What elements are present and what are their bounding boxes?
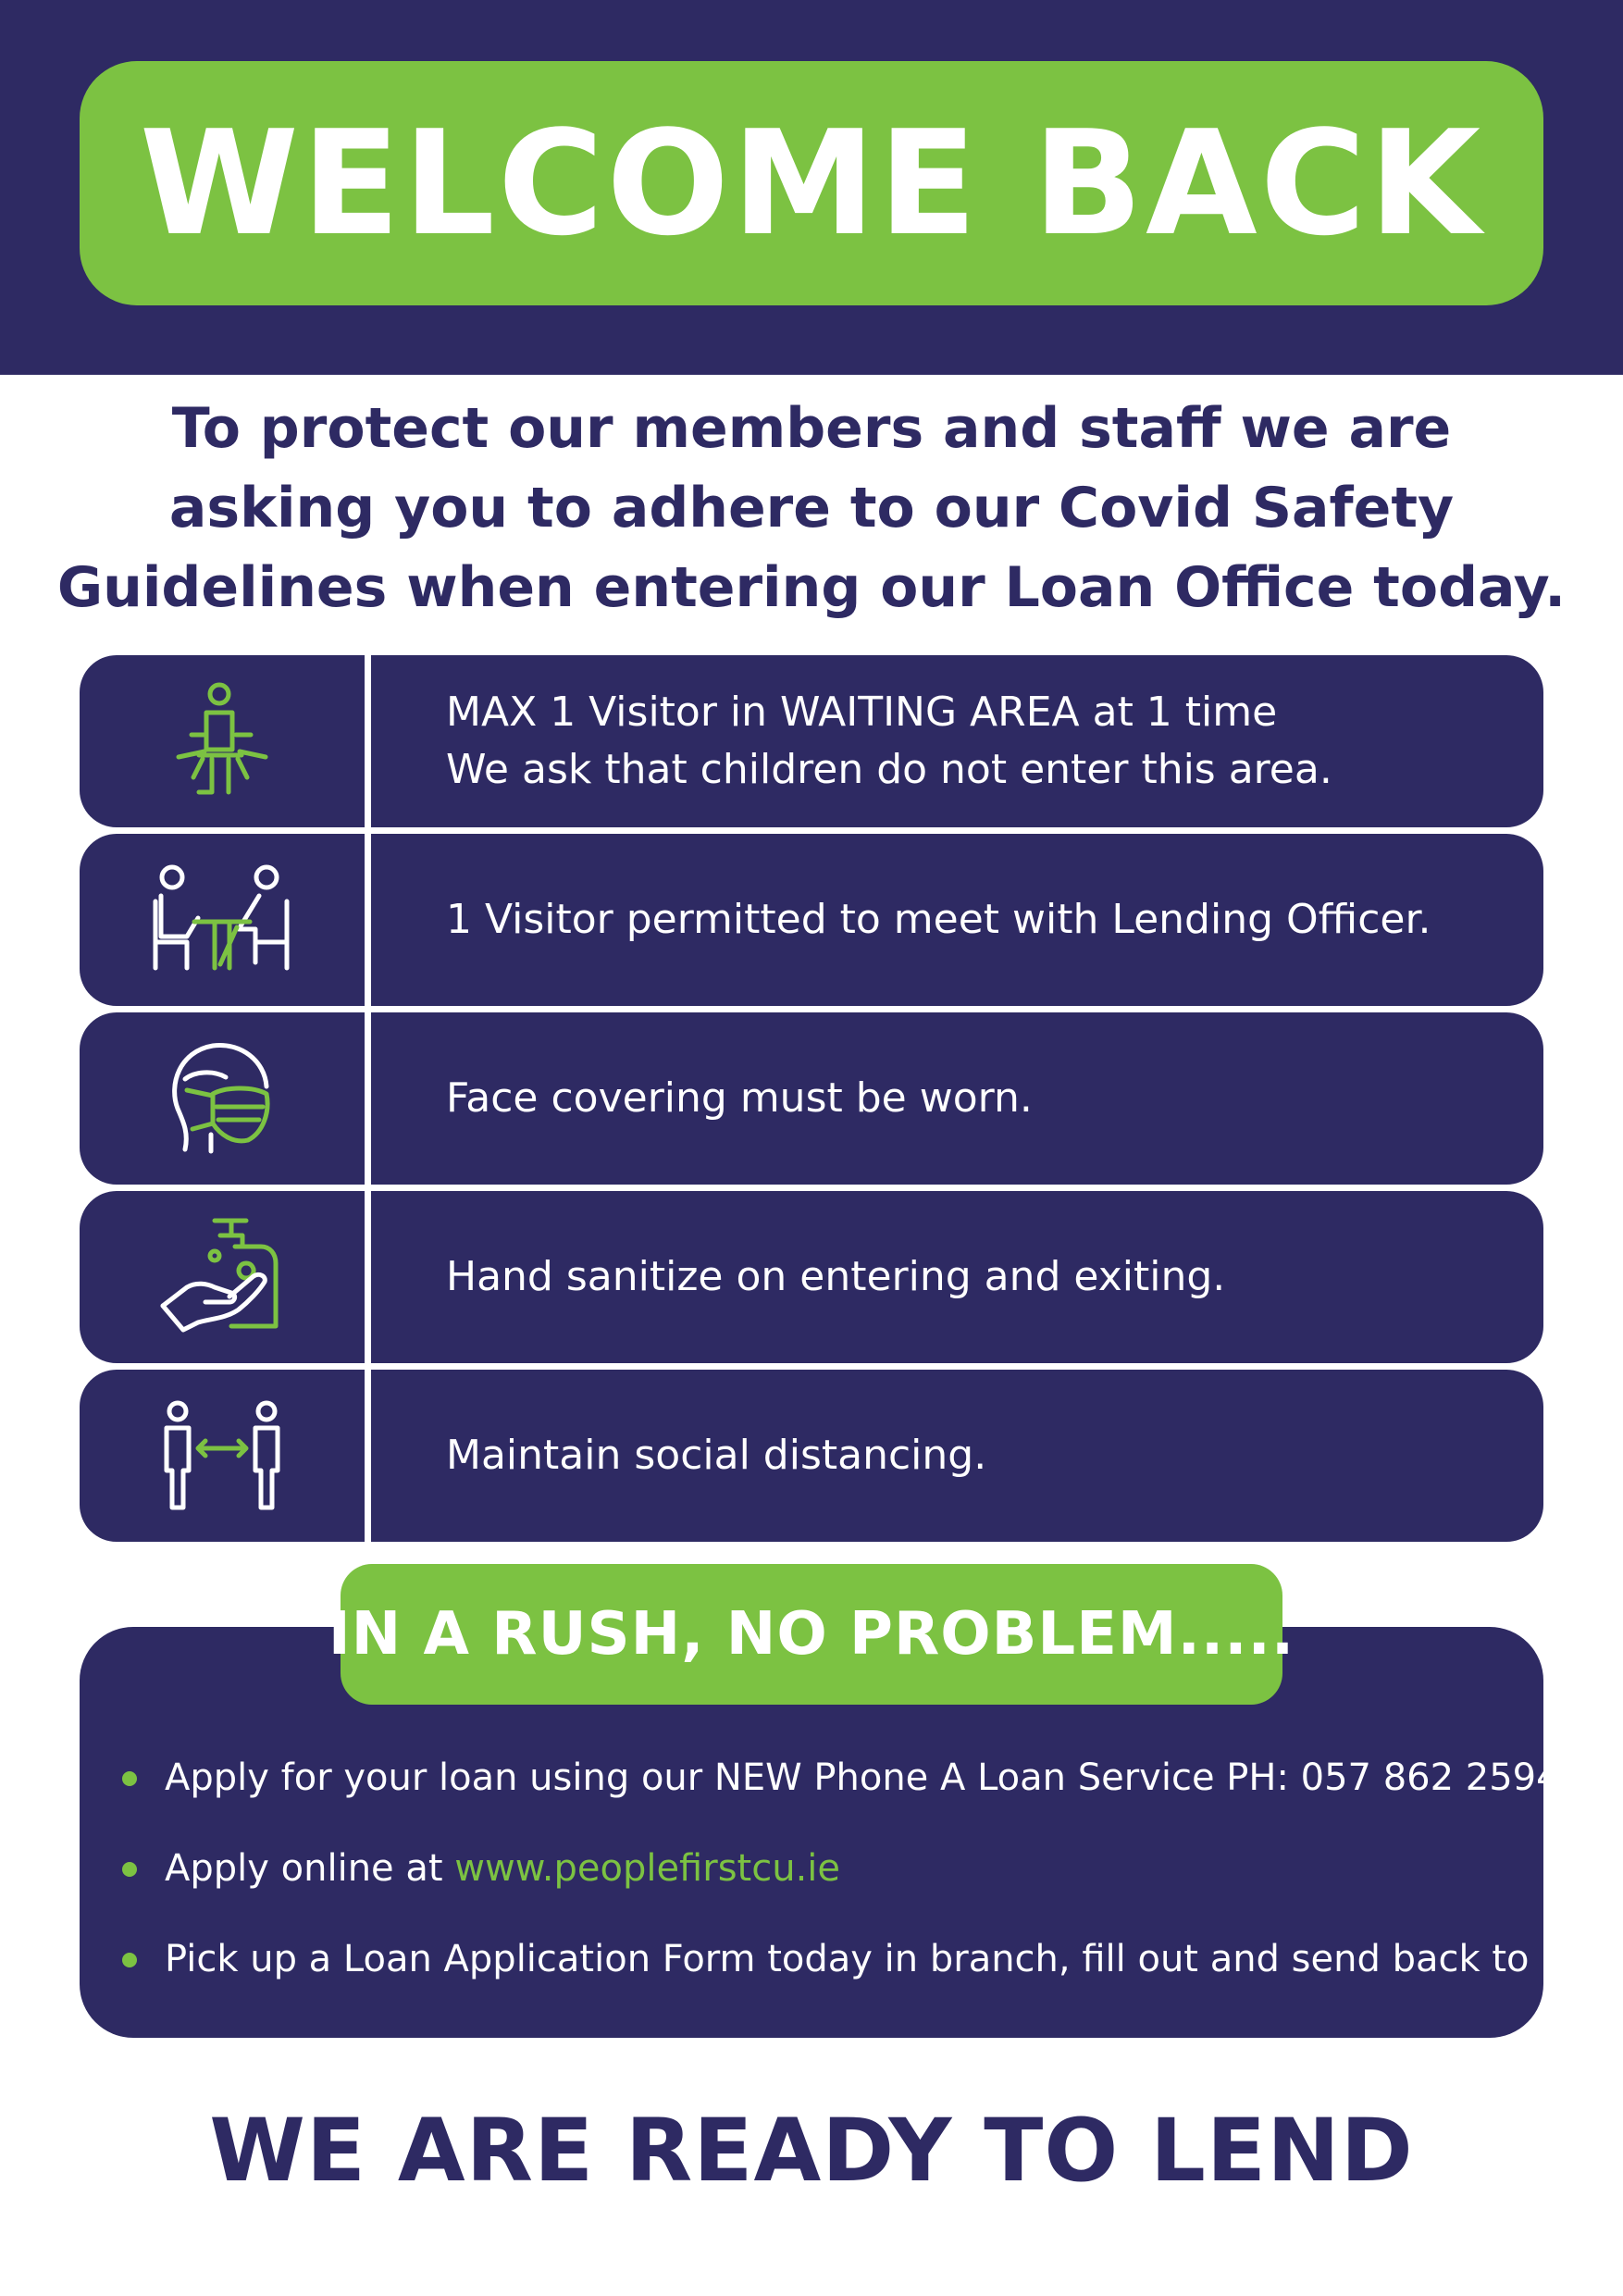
meeting-desk-icon bbox=[80, 834, 365, 1006]
bullet-icon bbox=[122, 1862, 137, 1877]
rule-text bbox=[446, 655, 1516, 827]
rule-text bbox=[446, 1191, 1516, 1363]
rule-row-waiting-area bbox=[80, 655, 1543, 827]
rush-item-prefix: Apply online at bbox=[165, 1847, 455, 1890]
rule-row-lending-officer bbox=[80, 834, 1543, 1006]
rush-item-text: Apply for your loan using our NEW Phone A Loan Service PH: 057 862 2594 bbox=[165, 1756, 1560, 1799]
rule-line: We ask that children do not enter this area. bbox=[446, 746, 1332, 793]
welcome-title: WELCOME BACK bbox=[139, 99, 1484, 267]
rule-divider bbox=[365, 1012, 371, 1185]
face-mask-icon bbox=[80, 1012, 365, 1185]
intro-line: To protect our members and staff we are bbox=[171, 396, 1452, 461]
seated-visitor-icon bbox=[80, 655, 365, 827]
rule-line: 1 Visitor permitted to meet with Lending Officer. bbox=[446, 896, 1431, 943]
rush-item-text: Pick up a Loan Application Form today in branch, fill out and send back to us bbox=[165, 1938, 1584, 1980]
rule-text bbox=[446, 1370, 1516, 1542]
rule-line: Hand sanitize on entering and exiting. bbox=[446, 1253, 1226, 1300]
welcome-banner bbox=[80, 61, 1543, 305]
rule-line: MAX 1 Visitor in WAITING AREA at 1 time bbox=[446, 689, 1278, 736]
rule-text bbox=[446, 1012, 1516, 1185]
rush-list bbox=[120, 1745, 1584, 2017]
hand-sanitizer-icon bbox=[80, 1191, 365, 1363]
social-distancing-icon bbox=[80, 1370, 365, 1542]
list-item bbox=[120, 1927, 1584, 2017]
rush-title: IN A RUSH, NO PROBLEM..... bbox=[328, 1600, 1295, 1669]
list-item bbox=[120, 1745, 1560, 1836]
intro-line: Guidelines when entering our Loan Office today. bbox=[56, 555, 1567, 620]
rule-row-hand-sanitize bbox=[80, 1191, 1543, 1363]
rule-divider bbox=[365, 1370, 371, 1542]
rule-row-face-covering bbox=[80, 1012, 1543, 1185]
rule-line: Maintain social distancing. bbox=[446, 1432, 987, 1479]
bullet-icon bbox=[122, 1771, 137, 1786]
rule-divider bbox=[365, 655, 371, 827]
footer-tagline: WE ARE READY TO LEND bbox=[209, 2101, 1414, 2202]
rule-divider bbox=[365, 834, 371, 1006]
rule-line: Face covering must be worn. bbox=[446, 1074, 1033, 1122]
rush-banner bbox=[328, 1564, 1295, 1705]
bullet-icon bbox=[122, 1953, 137, 1967]
intro-text bbox=[56, 389, 1567, 627]
rule-row-social-distancing bbox=[80, 1370, 1543, 1542]
list-item bbox=[120, 1836, 1527, 1927]
header-band bbox=[0, 0, 1623, 375]
intro-line: asking you to adhere to our Covid Safety bbox=[168, 476, 1455, 540]
rule-divider bbox=[365, 1191, 371, 1363]
rule-text bbox=[446, 834, 1516, 1006]
website-link[interactable]: www.peoplefirstcu.ie bbox=[454, 1847, 840, 1890]
